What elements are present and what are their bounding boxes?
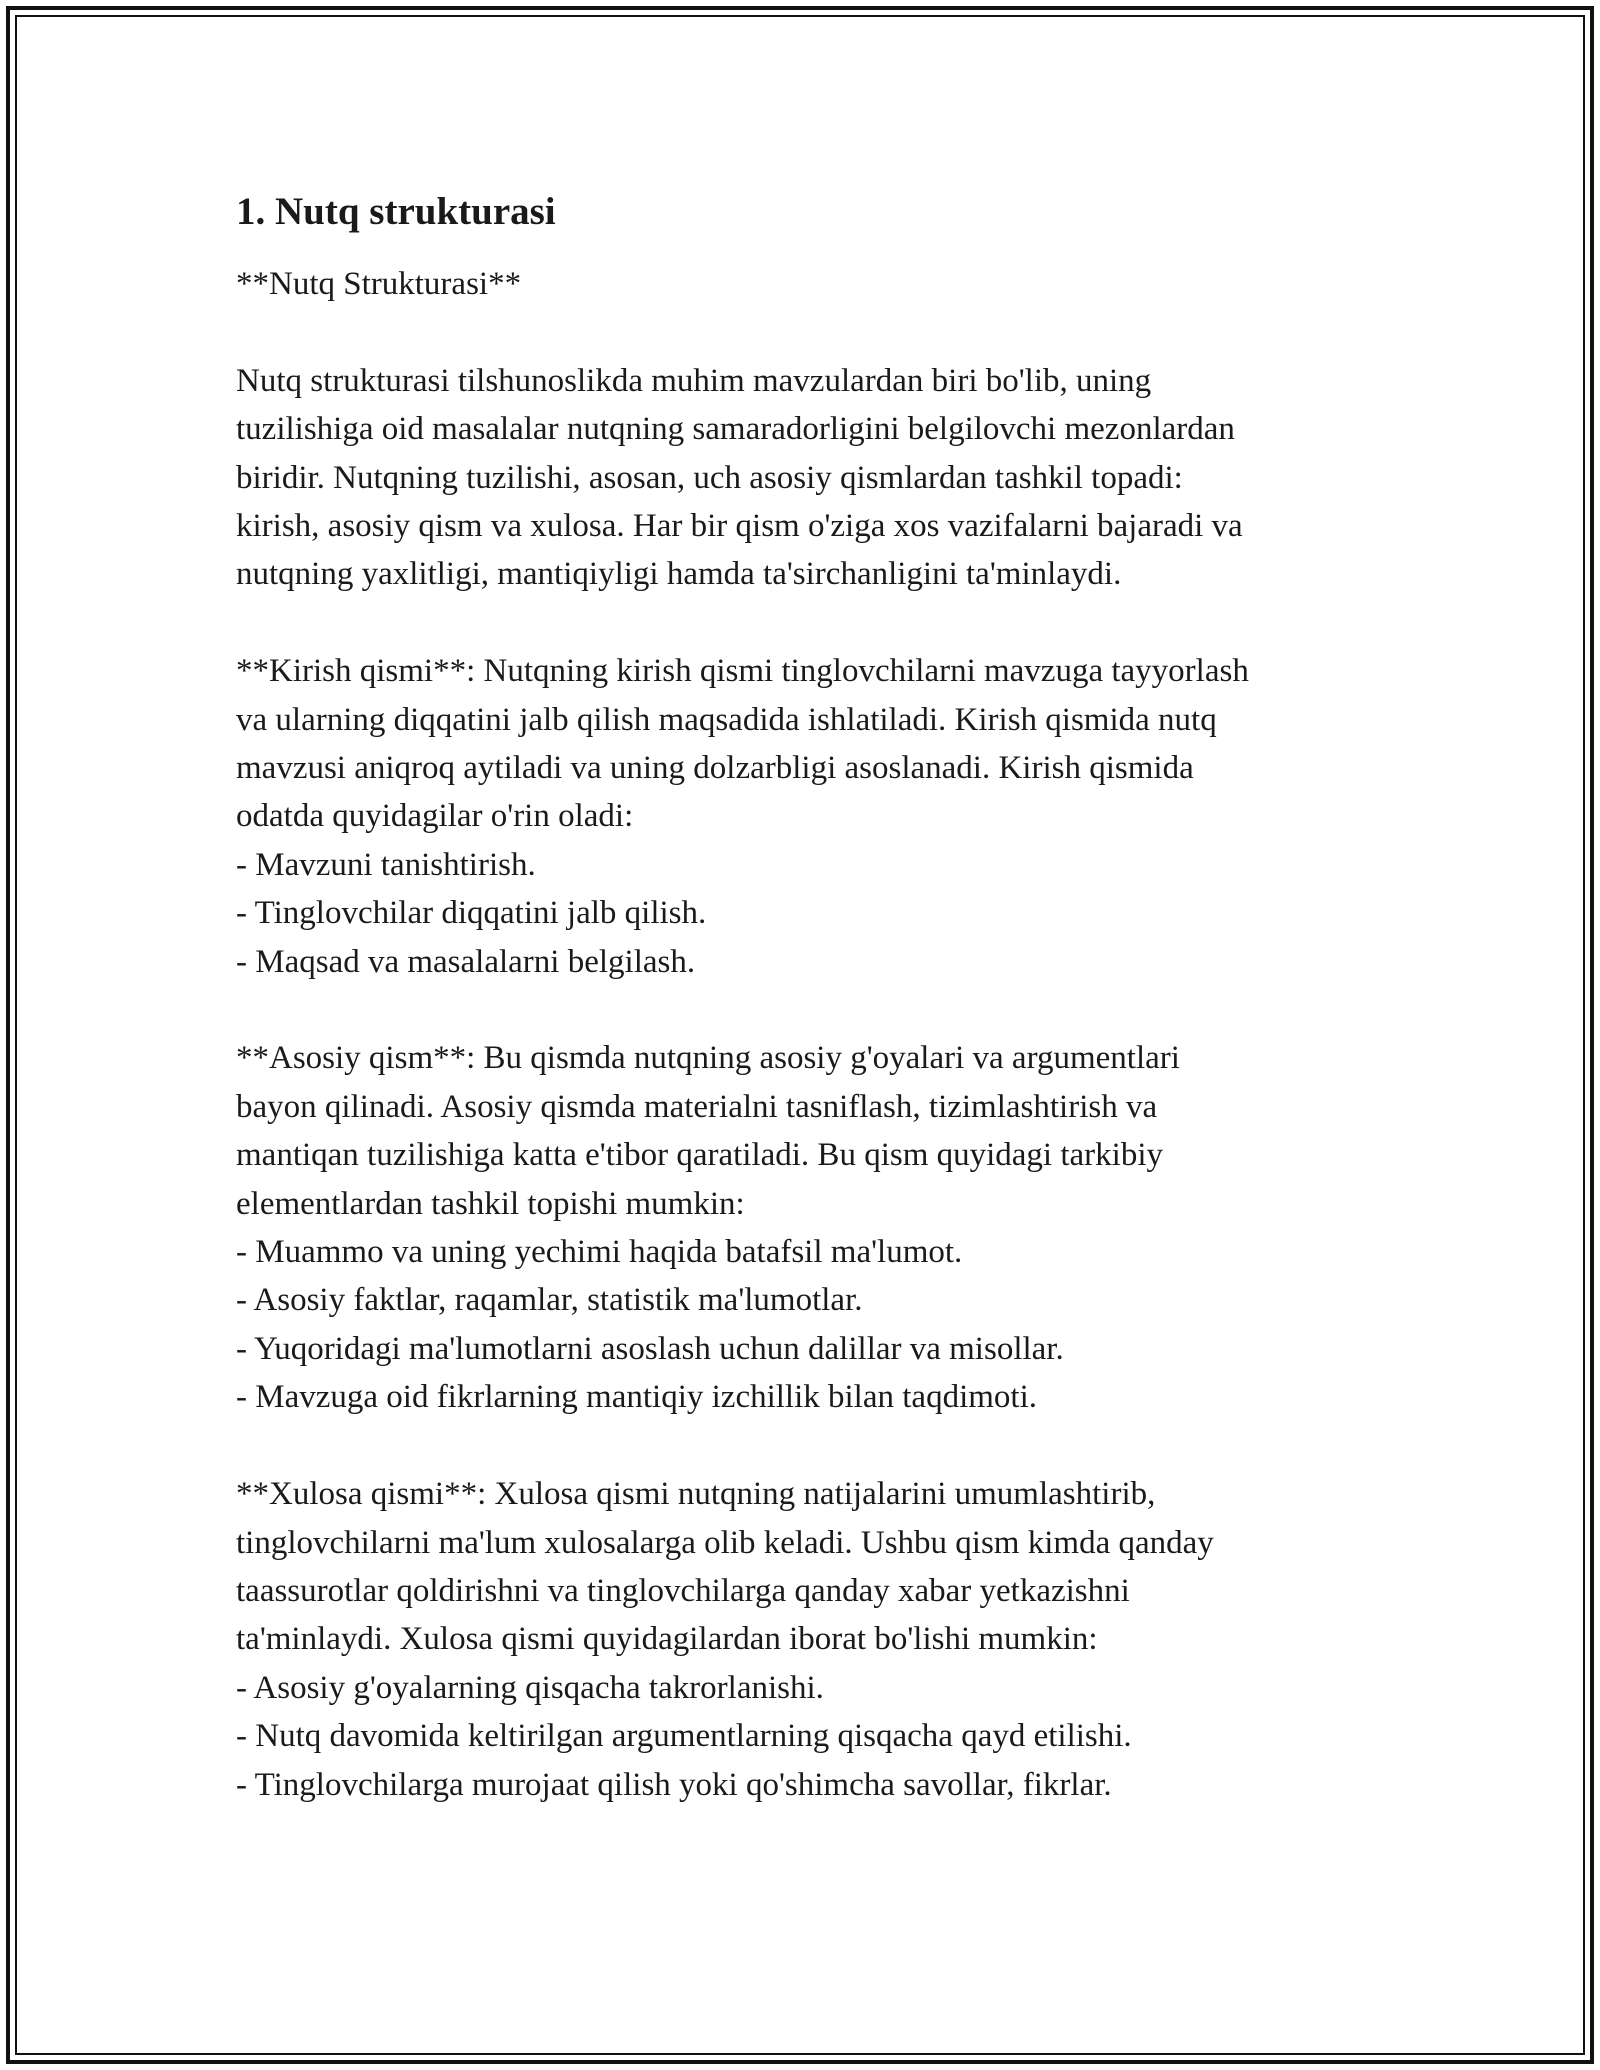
list-item: - Asosiy faktlar, raqamlar, statistik ma'lumotlar.	[236, 1282, 863, 1319]
text-line: mavzusi aniqroq aytiladi va uning dolzarbligi asoslanadi. Kirish qismida	[236, 750, 1194, 787]
list-item: - Tinglovchilarga murojaat qilish yoki qo'shimcha savollar, fikrlar.	[236, 1766, 1112, 1803]
list-item: - Yuqoridagi ma'lumotlarni asoslash uchun dalillar va misollar.	[236, 1330, 1064, 1367]
document-content	[236, 186, 1386, 1809]
list-item: - Mavzuga oid fikrlarning mantiqiy izchillik bilan taqdimoti.	[236, 1379, 1037, 1416]
document-body	[236, 260, 1386, 1809]
text-line: **Kirish qismi**: Nutqning kirish qismi tinglovchilarni mavzuga tayyorlash	[236, 653, 1249, 690]
list-item: - Mavzuni tanishtirish.	[236, 846, 536, 883]
text-line: tinglovchilarni ma'lum xulosalarga olib keladi. Ushbu qism kimda qanday	[236, 1524, 1214, 1561]
list-item: - Nutq davomida keltirilgan argumentlarning qisqacha qayd etilishi.	[236, 1718, 1132, 1755]
text-line: **Asosiy qism**: Bu qismda nutqning asosiy g'oyalari va argumentlari	[236, 1040, 1180, 1077]
text-line: va ularning diqqatini jalb qilish maqsadida ishlatiladi. Kirish qismida nutq	[236, 701, 1217, 738]
list-item: - Tinglovchilar diqqatini jalb qilish.	[236, 895, 707, 932]
text-line: tuzilishiga oid masalalar nutqning samaradorligini belgilovchi mezonlardan	[236, 411, 1235, 448]
blank-line	[236, 599, 1386, 647]
text-line: biridir. Nutqning tuzilishi, asosan, uch asosiy qismlardan tashkil topadi:	[236, 459, 1183, 496]
blank-line	[236, 1422, 1386, 1470]
blank-line	[236, 986, 1386, 1034]
text-line: taassurotlar qoldirishni va tinglovchilarga qanday xabar yetkazishni	[236, 1572, 1130, 1609]
text-line: elementlardan tashkil topishi mumkin:	[236, 1185, 745, 1222]
text-line: kirish, asosiy qism va xulosa. Har bir qism o'ziga xos vazifalarni bajaradi va	[236, 508, 1243, 545]
text-line: bayon qilinadi. Asosiy qismda materialni tasniflash, tizimlashtirish va	[236, 1088, 1158, 1125]
text-line: mantiqan tuzilishiga katta e'tibor qaratiladi. Bu qism quyidagi tarkibiy	[236, 1137, 1163, 1174]
text-line: Nutq strukturasi tilshunoslikda muhim mavzulardan biri bo'lib, uning	[236, 362, 1152, 399]
list-item: - Maqsad va masalalarni belgilash.	[236, 943, 696, 980]
document-heading: 1. Nutq strukturasi	[236, 190, 556, 233]
text-line: odatda quyidagilar o'rin oladi:	[236, 798, 634, 835]
list-item: - Muammo va uning yechimi haqida batafsil ma'lumot.	[236, 1234, 963, 1271]
list-item: - Asosiy g'oyalarning qisqacha takrorlanishi.	[236, 1669, 824, 1706]
text-line: ta'minlaydi. Xulosa qismi quyidagilardan iborat bo'lishi mumkin:	[236, 1621, 1098, 1658]
blank-line	[236, 308, 1386, 356]
text-line: nutqning yaxlitligi, mantiqiyligi hamda ta'sirchanligini ta'minlaydi.	[236, 556, 1122, 593]
text-line: **Xulosa qismi**: Xulosa qismi nutqning natijalarini umumlashtirib,	[236, 1476, 1156, 1513]
text-line: **Nutq Strukturasi**	[236, 266, 522, 302]
